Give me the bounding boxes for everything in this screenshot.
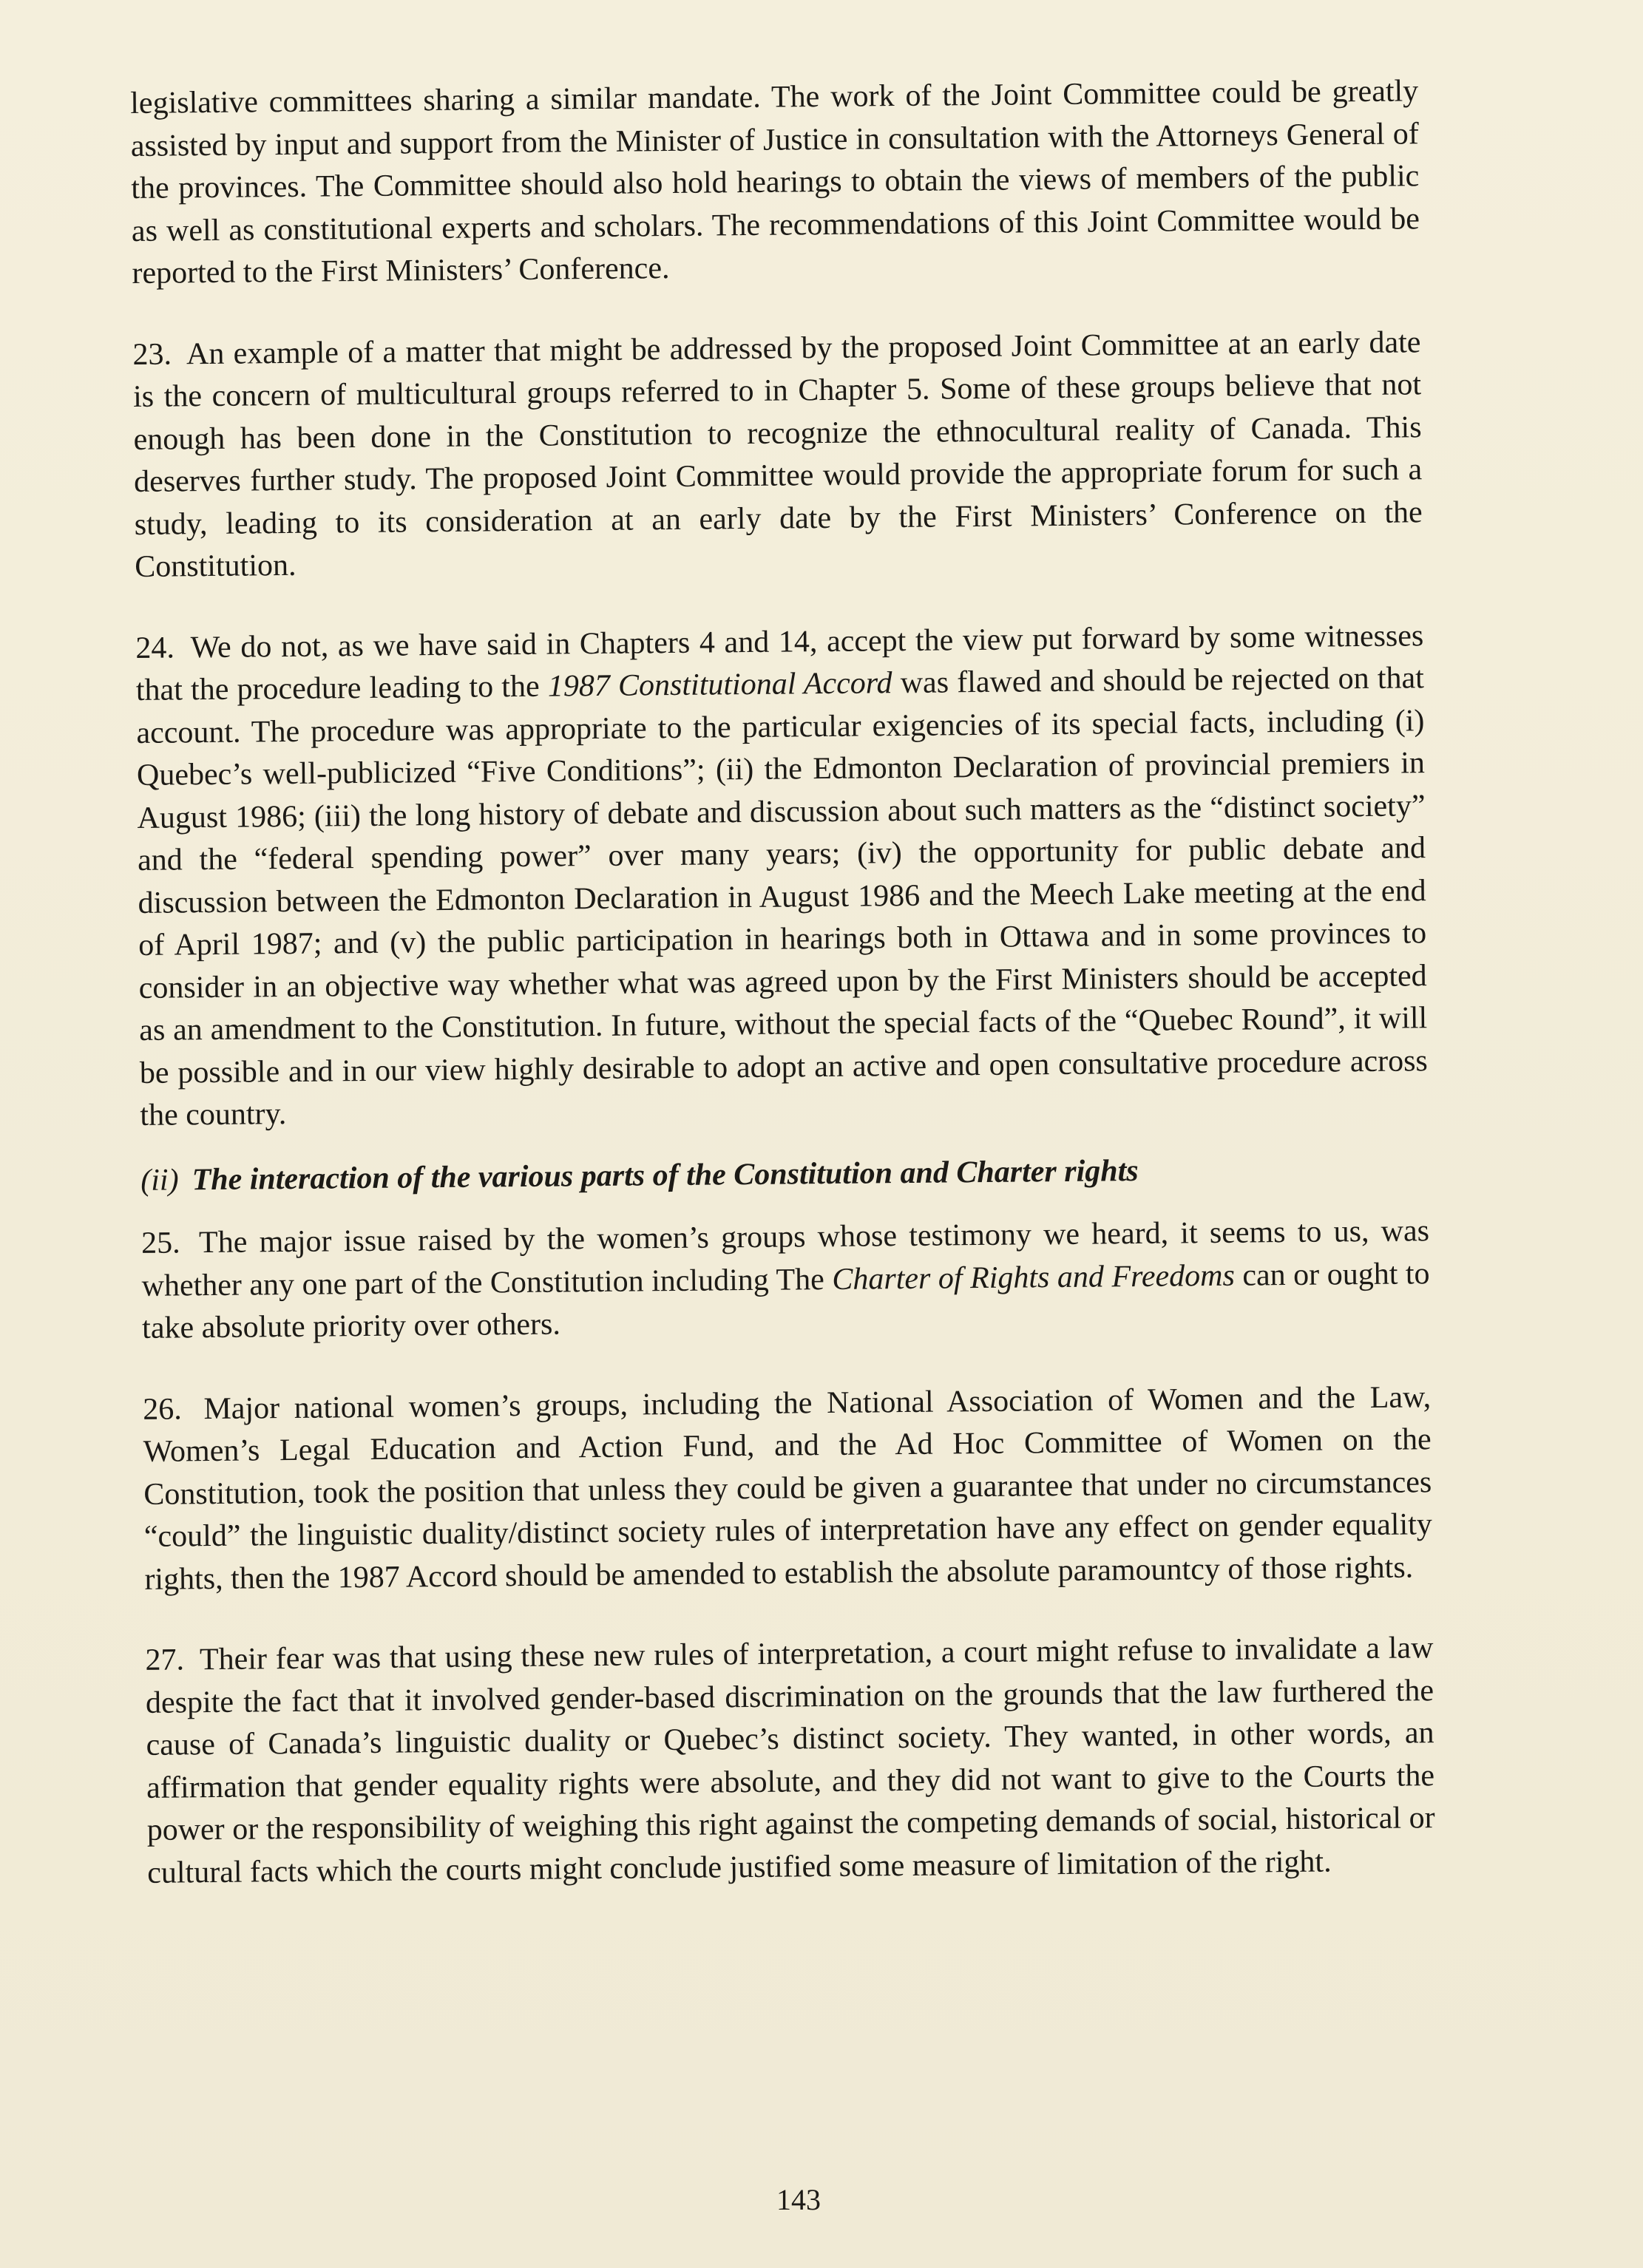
paragraph-25: [141, 1210, 1431, 1350]
charter-title: Charter of Rights and Freedoms: [832, 1258, 1236, 1297]
paragraph-27: [145, 1627, 1435, 1895]
paragraph-text-continued: can or ought to take absolute priority over others.: [141, 1256, 1430, 1345]
paragraph-text: Major national women’s groups, including the National Association of Women and the Law, Women’s Legal Education and Action Fund, and the Ad Hoc Committee of Women on the Constitution, took the position that unless they could be given a guarantee that under no circumstances “could” the linguistic duality/distinct society rules of interpretation have any effect on gender equality rights, then the 1987 Accord should be amended to establish the absolute paramountcy of those rights.: [143, 1379, 1433, 1597]
paragraph-23: [132, 322, 1423, 589]
accord-title: 1987 Constitutional Accord: [547, 666, 892, 704]
paragraph-number: 24.: [135, 630, 175, 665]
page-number: 143: [776, 2183, 821, 2216]
paragraph-text: The major issue raised by the women’s groups whose testimony we heard, it seems to us, was whether any one part of the Constitution including The: [141, 1214, 1430, 1303]
section-heading-number: (ii): [140, 1162, 179, 1198]
paragraph-number: 23.: [132, 336, 172, 372]
paragraph-text: Their fear was that using these new rules of interpretation, a court might refuse to invalidate a law despite the fact that it involved gender-based discrimination on the grounds that the law furthered the cause of Canada’s linguistic duality or Quebec’s distinct society. They wanted, in other words, an affirmation that gender equality rights were absolute, and they did not want to give to the Courts the power or the responsibility of weighing this right against the competing demands of social, historical or cultural facts which the courts might conclude justified some measure of limitation of the right.: [145, 1631, 1435, 1890]
section-heading: [140, 1147, 1429, 1202]
paragraph-text: legislative committees sharing a similar mandate. The work of the Joint Committee could be greatly assisted by input and support from the Minister of Justice in consultation with the Attorneys General of the provinces. The Committee should also hold hearings to obtain the views of members of the public as well as constitutional experts and scholars. The recommendations of this Joint Committee would be reported to the First Ministers’ Conference.: [130, 74, 1420, 291]
paragraph-26: [143, 1376, 1433, 1601]
paragraph-number: 27.: [145, 1643, 185, 1677]
section-heading-title: The interaction of the various parts of the Constitution and Charter rights: [192, 1153, 1139, 1197]
paragraph-number: 26.: [143, 1391, 182, 1427]
paragraph-text: We do not, as we have said in Chapters 4 and 14, accept the view put forward by some witnesses that the procedure leading to the: [135, 618, 1424, 707]
paragraph-24: [135, 615, 1429, 1138]
paragraph-number: 25.: [140, 1226, 180, 1260]
paragraph-text: An example of a matter that might be addressed by the proposed Joint Committee at an early date is the concern of multicultural groups referred to in Chapter 5. Some of these groups believe that not enough has been done in the Constitution to recognize the ethnocultural reality of Canada. This deserves further study. The proposed Joint Committee would provide the appropriate forum for such a study, leading to its consideration at an early date by the First Ministers’ Conference on the Constitution.: [132, 325, 1423, 584]
page-body: [130, 70, 1436, 1933]
intro-paragraph: [130, 70, 1420, 295]
paragraph-text-continued: was flawed and should be rejected on that account. The procedure was appropriate to the particular exigencies of its special facts, including (i) Quebec’s well-publicized “Five Conditions”; (ii) the Edmonton Declaration of provincial premiers in August 1986; (iii) the long history of debate and discussion about such matters as the “distinct society” and the “federal spending power” over many years; (iv) the opportunity for public debate and discussion between the Edmonton Declaration in August 1986 and the Meech Lake meeting at the end of April 1987; and (v) the public participation in hearings both in Ottawa and in some provinces to consider in an objective way whether what was agreed upon by the First Ministers should be accepted as an amendment to the Constitution. In future, without the special facts of the “Quebec Round”, it will be possible and in our view highly desirable to adopt an active and open consultative procedure across the country.: [136, 661, 1428, 1133]
